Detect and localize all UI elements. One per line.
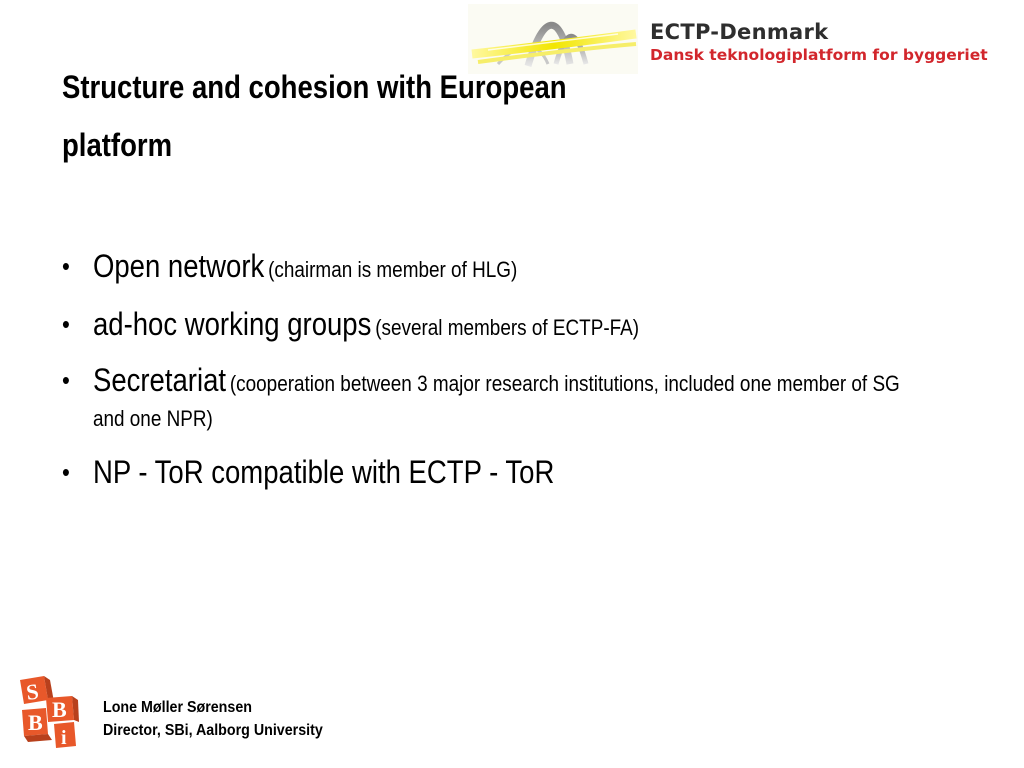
brand-block [650,20,988,64]
title-line-2: platform [62,127,173,163]
bullet-main-text: NP - ToR compatible with ECTP - ToR [92,454,555,490]
svg-text:B: B [52,697,67,722]
bullet-item [62,302,922,346]
bullet-item [62,244,922,288]
footer-credit [103,696,323,742]
bullet-main-text: Secretariat [92,362,227,398]
brand-name: ECTP-Denmark [650,20,829,44]
bullet-main-text: Open network [92,248,265,284]
brand-tagline: Dansk teknologiplatform for byggeriet [650,46,988,64]
footer-role: Director, SBi, Aalborg University [103,722,323,739]
bullet-note: (several members of ECTP-FA) [375,315,640,340]
bullet-list [62,244,922,508]
svg-text:B: B [28,710,43,735]
svg-text:i: i [61,727,67,748]
bullet-item [62,358,922,436]
bullet-marker: • [62,457,70,487]
slide-title [62,58,595,174]
bullet-item [62,450,922,494]
bullet-marker: • [62,309,70,339]
bullet-note: (cooperation between 3 major research institutions, included one member of SG and one NPR) [92,371,900,431]
sbi-blocks-logo-icon [16,674,80,748]
bullet-marker: • [62,365,70,395]
svg-text:S: S [24,678,41,705]
bullet-marker: • [62,251,70,281]
footer-name: Lone Møller Sørensen [103,699,252,716]
bullet-note: (chairman is member of HLG) [268,257,518,282]
title-line-1: Structure and cohesion with European [62,69,567,105]
bullet-main-text: ad-hoc working groups [92,306,372,342]
